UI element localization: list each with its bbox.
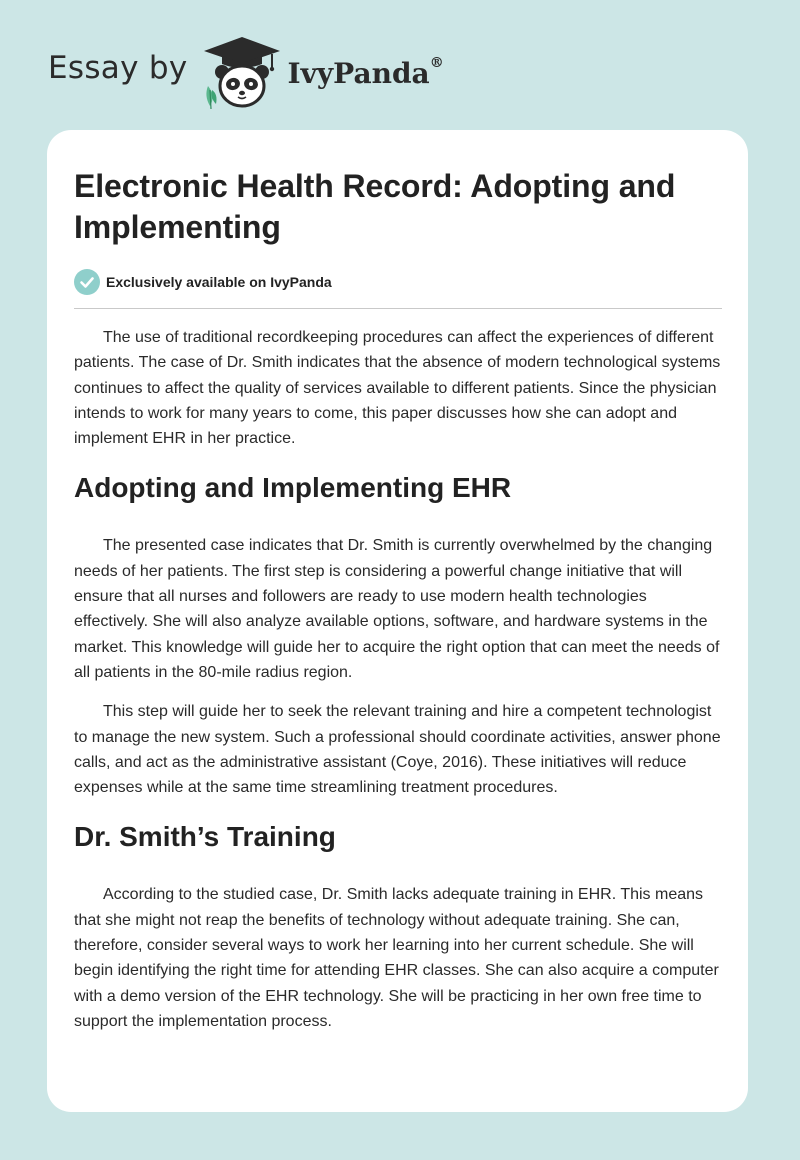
brand-prefix: Essay by [48,50,188,86]
section-heading-adopting: Adopting and Implementing EHR [74,472,512,504]
title-divider [74,308,722,309]
paragraph-adopting-2: This step will guide her to seek the relevant training and hire a competent technologist to manage the new system. Such a professional should coordinate activities, answer phone calls, and act as the administrative assistant (Coye, 2016). These initiatives will reduce expenses while at the same time streamlining treatment procedures. [74,703,721,797]
essay-card [47,130,748,1112]
panda-graduate-icon[interactable] [202,34,282,110]
paragraph-adopting-1: The presented case indicates that Dr. Smith is currently overwhelmed by the changing needs of her patients. The first step is considering a powerful change initiative that will ensure that all nurses and followers are ready to use modern health technologies effectively. She will also analyze available options, software, and hardware systems in the market. This knowledge will guide her to acquire the right option that can meet the needs of all patients in the 80-mile radius region. [74,537,720,681]
brand-header [48,34,444,110]
paragraph-training-1: According to the studied case, Dr. Smith lacks adequate training in EHR. This means that she might not reap the benefits of technology without adequate training. She can, therefore, consider several ways to work her learning into her current schedule. She will begin identifying the right time for attending EHR classes. She can also acquire a computer with a demo version of the EHR technology. She will be practicing in her own free time to support the implementation process. [74,886,719,1030]
exclusive-badge-text: Exclusively available on IvyPanda [106,274,332,290]
trademark-symbol: ® [429,54,444,71]
essay-title: Electronic Health Record: Adopting and Implementing [74,168,676,245]
intro-paragraph: The use of traditional recordkeeping procedures can affect the experiences of different patients. The case of Dr. Smith indicates that the absence of modern technological systems continues to affect the quality of services available to different patients. Since the physician intends to work for many years to come, this paper discusses how she can adopt and implement EHR in her practice. [74,329,721,448]
brand-name-text: IvyPanda [287,56,430,90]
brand-name[interactable] [287,54,444,90]
check-circle-icon [74,269,100,295]
exclusive-badge [74,268,722,296]
section-heading-training: Dr. Smith’s Training [74,821,336,853]
